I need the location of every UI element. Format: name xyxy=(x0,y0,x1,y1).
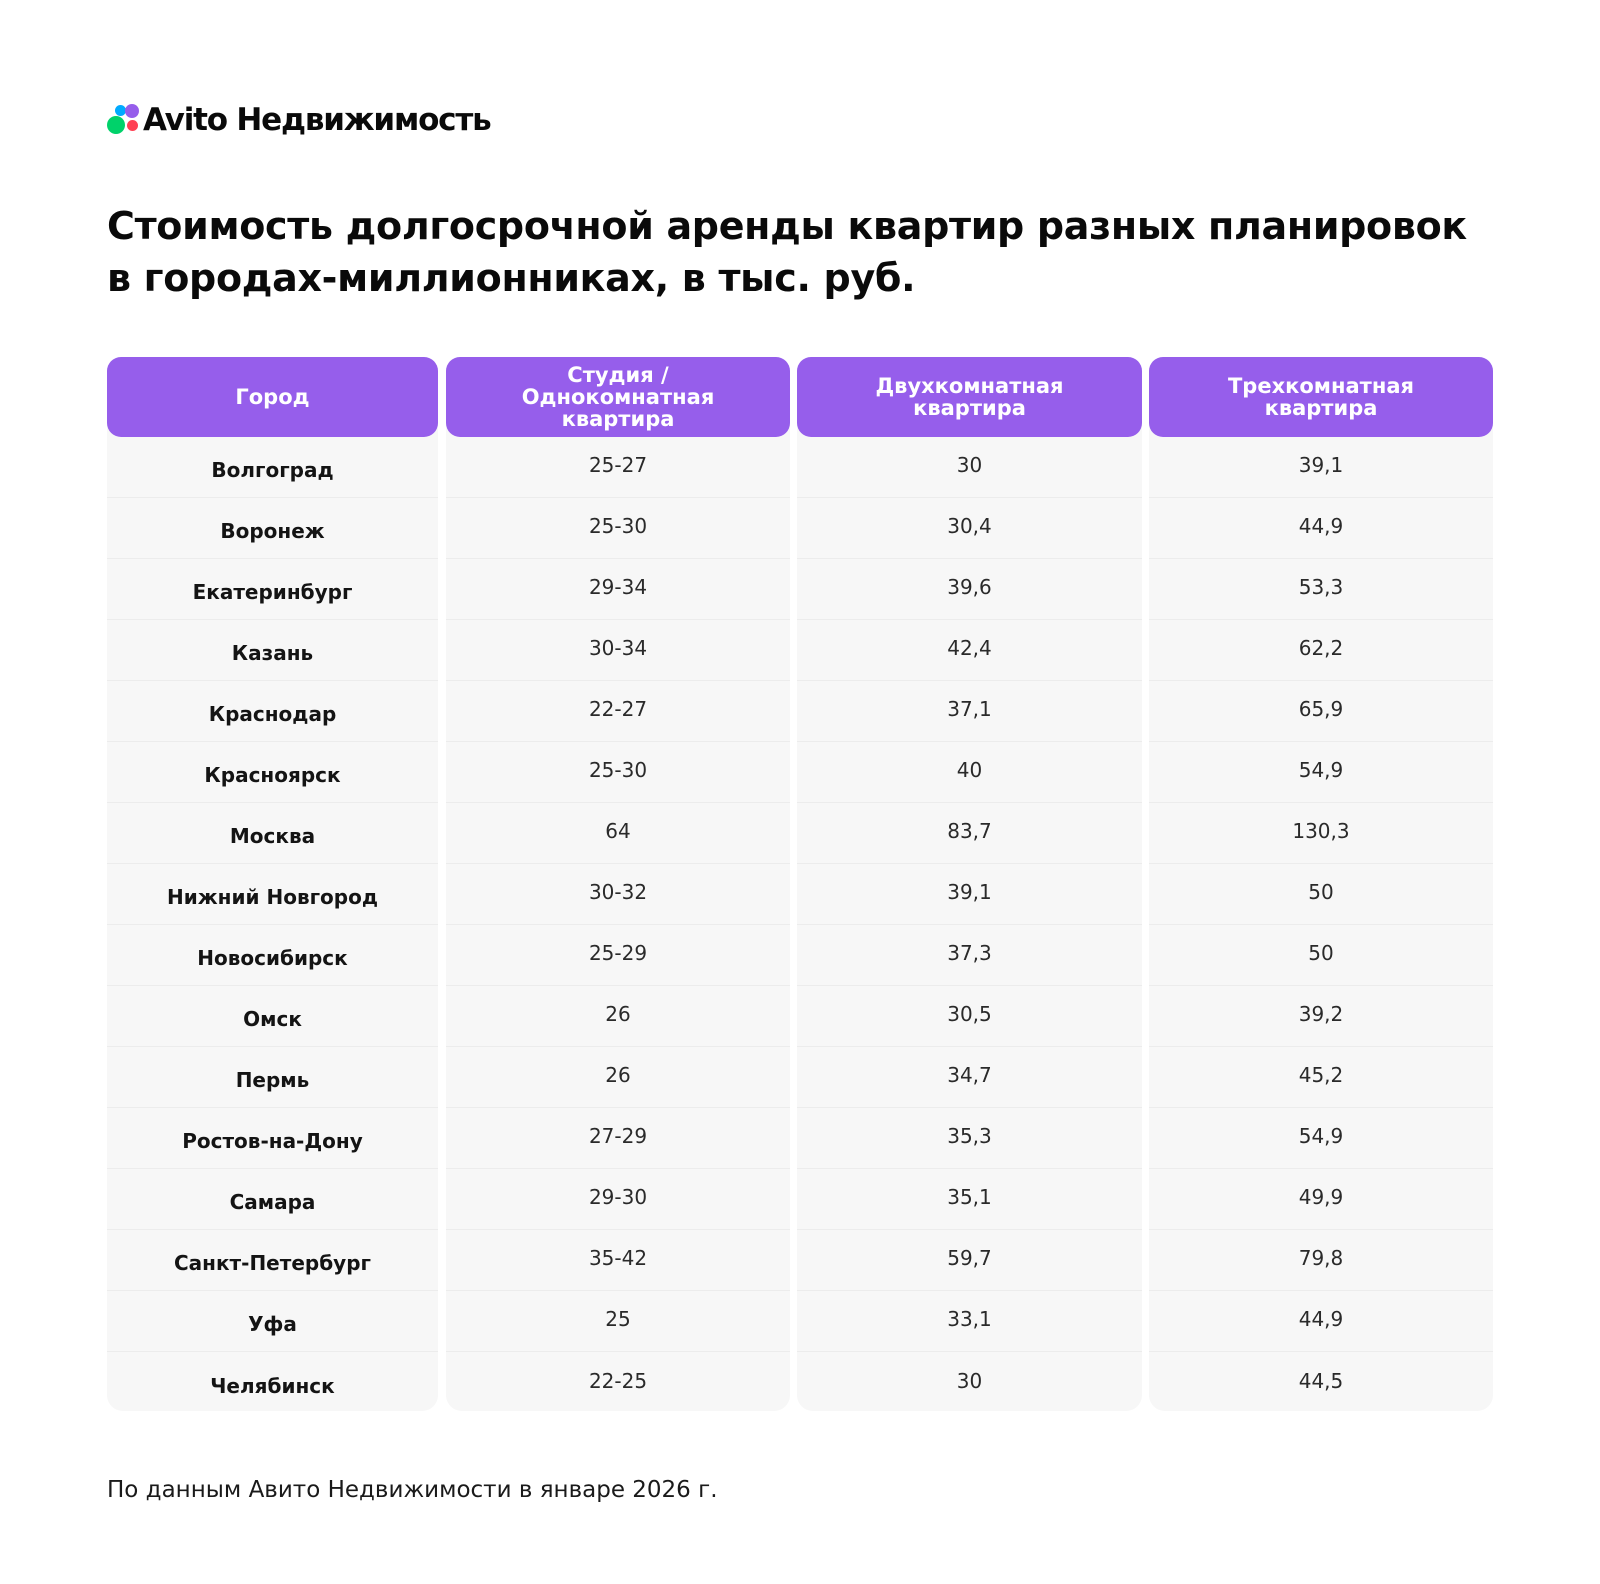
column-two-room xyxy=(797,357,1142,1411)
city-cell: Воронеж xyxy=(107,498,438,559)
value-cell: 22-27 xyxy=(446,681,790,742)
value-cell: 27-29 xyxy=(446,1108,790,1169)
value-cell: 26 xyxy=(446,1047,790,1108)
city-cell: Ростов-на-Дону xyxy=(107,1108,438,1169)
value-cell: 83,7 xyxy=(797,803,1142,864)
value-cell: 42,4 xyxy=(797,620,1142,681)
value-cell: 39,2 xyxy=(1149,986,1493,1047)
value-cell: 50 xyxy=(1149,925,1493,986)
column-header-line: квартира xyxy=(913,396,1026,420)
value-cell: 65,9 xyxy=(1149,681,1493,742)
value-cell: 30-34 xyxy=(446,620,790,681)
city-cell: Красноярск xyxy=(107,742,438,803)
value-cell: 79,8 xyxy=(1149,1230,1493,1291)
value-cell: 37,1 xyxy=(797,681,1142,742)
city-cell: Самара xyxy=(107,1169,438,1230)
value-cell: 29-34 xyxy=(446,559,790,620)
value-cell: 25-30 xyxy=(446,742,790,803)
value-cell: 130,3 xyxy=(1149,803,1493,864)
value-cell: 45,2 xyxy=(1149,1047,1493,1108)
value-cell: 59,7 xyxy=(797,1230,1142,1291)
column-header-line: Трехкомнатная xyxy=(1227,374,1414,398)
value-cell: 37,3 xyxy=(797,925,1142,986)
city-cell: Челябинск xyxy=(210,1373,335,1398)
column-header-line: квартира xyxy=(561,407,675,431)
value-cell: 49,9 xyxy=(1149,1169,1493,1230)
column-header-line: Однокомнатная xyxy=(521,385,715,409)
value-cell: 26 xyxy=(446,986,790,1047)
logo-dot-green xyxy=(107,116,125,134)
city-cell: Уфа xyxy=(107,1291,438,1352)
value-cell: 64 xyxy=(446,803,790,864)
city-cell: Новосибирск xyxy=(107,925,438,986)
value-cell: 35,1 xyxy=(797,1169,1142,1230)
column-header-line: Город xyxy=(235,385,310,409)
chart-title-line: в городах-миллионниках, в тыс. руб. xyxy=(107,256,916,300)
value-cell: 39,1 xyxy=(1149,437,1493,498)
value-cell: 33,1 xyxy=(797,1291,1142,1352)
value-cell: 44,5 xyxy=(1298,1368,1344,1393)
value-cell: 39,1 xyxy=(797,864,1142,925)
value-cell: 39,6 xyxy=(797,559,1142,620)
logo-dot-purple xyxy=(125,104,139,118)
value-cell: 44,9 xyxy=(1149,498,1493,559)
column-header-line: квартира xyxy=(1264,396,1378,420)
city-cell: Пермь xyxy=(107,1047,438,1108)
value-cell: 29-30 xyxy=(446,1169,790,1230)
chart-title-line: Стоимость долгосрочной аренды квартир разных планировок xyxy=(107,204,1467,248)
value-cell: 25-29 xyxy=(446,925,790,986)
value-cell: 30-32 xyxy=(446,864,790,925)
chart-title xyxy=(107,200,1507,304)
value-cell: 53,3 xyxy=(1149,559,1493,620)
city-cell: Екатеринбург xyxy=(107,559,438,620)
avito-dots-icon xyxy=(107,103,141,137)
value-cell: 25 xyxy=(446,1291,790,1352)
value-cell: 25-27 xyxy=(446,437,790,498)
city-cell: Волгоград xyxy=(107,437,438,498)
city-cell: Краснодар xyxy=(107,681,438,742)
value-cell: 22-25 xyxy=(588,1368,648,1393)
city-cell: Казань xyxy=(107,620,438,681)
value-cell: 35,3 xyxy=(797,1108,1142,1169)
rent-table xyxy=(107,357,1493,1411)
value-cell: 54,9 xyxy=(1149,742,1493,803)
column-header-line: Двухкомнатная xyxy=(875,374,1064,398)
logo-dot-red xyxy=(127,120,138,131)
value-cell: 35-42 xyxy=(446,1230,790,1291)
value-cell: 62,2 xyxy=(1149,620,1493,681)
value-cell: 30 xyxy=(956,1368,983,1393)
column-header xyxy=(797,357,1142,437)
brand-logo xyxy=(107,100,491,140)
brand-name: Avito Недвижимость xyxy=(143,102,491,138)
source-footnote: По данным Авито Недвижимости в январе 2026 г. xyxy=(107,1477,718,1503)
value-cell: 30,5 xyxy=(797,986,1142,1047)
value-cell: 40 xyxy=(797,742,1142,803)
column-header-line: Студия / xyxy=(567,363,669,387)
value-cell: 30 xyxy=(797,437,1142,498)
value-cell: 44,9 xyxy=(1149,1291,1493,1352)
city-cell: Омск xyxy=(107,986,438,1047)
value-cell: 54,9 xyxy=(1149,1108,1493,1169)
column-city xyxy=(107,357,438,1411)
city-cell: Москва xyxy=(107,803,438,864)
city-cell: Нижний Новгород xyxy=(107,864,438,925)
column-header xyxy=(107,357,438,437)
column-three-room xyxy=(1149,357,1493,1411)
column-header xyxy=(1149,357,1493,437)
city-cell: Санкт-Петербург xyxy=(107,1230,438,1291)
value-cell: 30,4 xyxy=(797,498,1142,559)
column-header xyxy=(446,357,790,437)
value-cell: 50 xyxy=(1149,864,1493,925)
column-studio xyxy=(446,357,790,1411)
value-cell: 34,7 xyxy=(797,1047,1142,1108)
value-cell: 25-30 xyxy=(446,498,790,559)
